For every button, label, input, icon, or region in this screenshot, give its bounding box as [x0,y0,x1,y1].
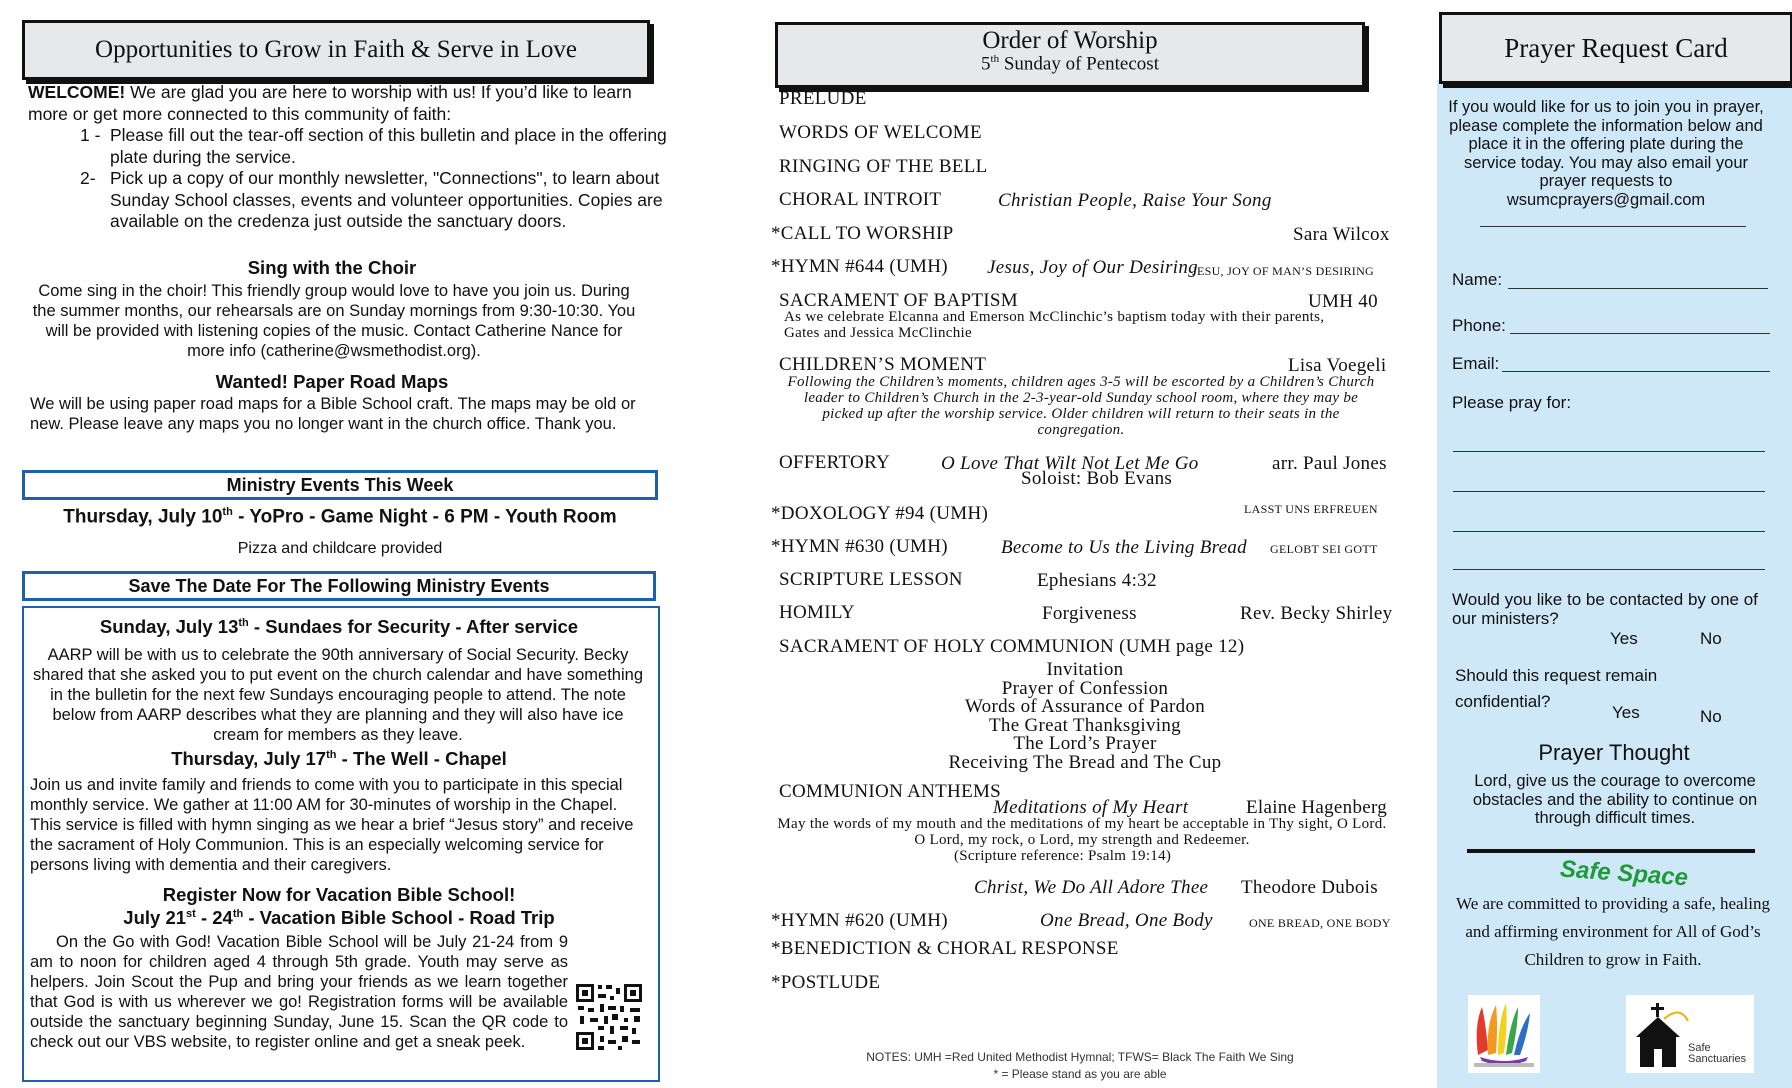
week-event-note: Pizza and childcare provided [237,540,443,557]
name-label: Name: [1452,270,1503,289]
week-event: Thursday, July 10th - YoPro - Game Night - 6 PM - Youth Room [63,506,617,528]
item-scripture: SCRIPTURE LESSON [779,569,963,590]
rainbow-hands-icon [1468,995,1540,1073]
confidential-question: Should this request remain confidential? [1455,666,1658,711]
event-2-text: Join us and invite family and friends to come with you to participate in this special monthly service. We gather at 11:00 AM for 30-minutes of worship in the Chapel. This service is filled with hymn singing as we hear a brief “Jesus story” and receive the sacrament of Holy Communion. This is an especially welcoming service for persons living with dementia and their caregivers. [30,776,634,874]
pray-line[interactable] [1453,451,1765,452]
scripture-ref: Ephesians 4:32 [1037,570,1157,591]
communion-part: The Great Thanksgiving [989,714,1181,736]
communion-part: Prayer of Confession [1001,677,1169,699]
item-baptism: SACRAMENT OF BAPTISM [779,290,1018,311]
item-bell: RINGING OF THE BELL [779,156,988,177]
contact-yes[interactable]: Yes [1610,629,1638,648]
confidential-no[interactable]: No [1700,707,1722,726]
phone-label: Phone: [1452,316,1506,335]
item-welcome: WORDS OF WELCOME [779,122,982,143]
save-heading: Save The Date For The Following Ministry Events [128,576,550,596]
prayer-card-title: Prayer Request Card [1504,33,1728,63]
item-doxology: *DOXOLOGY #94 (UMH) [771,503,989,524]
item-hymn620: *HYMN #620 (UMH) [771,910,948,931]
children-leader: Lisa Voegeli [1288,355,1387,376]
communion-part: Invitation [1046,659,1124,680]
email-field[interactable] [1502,371,1770,372]
item-call: *CALL TO WORSHIP [771,223,954,244]
hymnal-notes: NOTES: UMH =Red United Methodist Hymnal; TFWS= Black The Faith We Sing [866,1050,1294,1064]
pray-line[interactable] [1453,569,1765,570]
worship-title-box [775,22,1365,88]
prayer-thought-text: Lord, give us the courage to overcome obstacles and the ability to continue on through difficult times. [1472,772,1758,827]
choir-heading: Sing with the Choir [247,257,417,278]
left-page-title: Opportunities to Grow in Faith & Serve in Love [95,36,577,63]
qr-code[interactable] [574,982,644,1052]
item-hymn630: *HYMN #630 (UMH) [771,536,948,557]
welcome-block: WELCOME! We are glad you are here to worship with us! If you’d like to learn more or get more connected to this community of faith: 1 - Please fill out the tear-off section of this bulletin and place in the offering plate during the service. 2- Pick up a copy of our monthly newsletter, "Connections", to learn about Sunday School classes, events and volunteer opportunities. Copies are available on the credenza just outside the sanctuary doors. [28,82,667,231]
email-label: Email: [1452,354,1500,373]
hymn644-title: Jesus, Joy of Our Desiring [987,257,1198,278]
week-heading-bar [22,470,658,500]
hymn630-tune: GELOBT SEI GOTT [1270,542,1378,556]
name-field[interactable] [1508,288,1768,289]
event-3-heading: Register Now for Vacation Bible School! [162,884,516,905]
communion-part: The Lord’s Prayer [1013,733,1157,754]
introit-title: Christian People, Raise Your Song [998,190,1272,211]
confidential-yes[interactable]: Yes [1612,703,1640,722]
hymn620-title: One Bread, One Body [1040,910,1213,931]
reconciling-logo [1468,995,1540,1073]
save-heading-bar [22,571,656,601]
stand-note: * = Please stand as you are able [993,1067,1167,1081]
hymn630-title: Become to Us the Living Bread [1001,537,1247,558]
welcome-item-2: Pick up a copy of our monthly newsletter, "Connections", to learn about Sunday School classes, events and volunteer opportunities. Copies are available on the credenza just outside the sanctuary doors. [110,168,663,231]
prayer-thought-heading: Prayer Thought [1538,740,1690,765]
contact-question: Would you like to be contacted by one of our ministers? [1452,590,1758,628]
item-communion: SACRAMENT OF HOLY COMMUNION (UMH page 12) [779,636,1245,657]
worship-title: Order of Worship [982,27,1158,54]
item-postlude: *POSTLUDE [771,972,881,993]
offertory-title: O Love That Wilt Not Let Me Go [941,453,1199,474]
offertory-soloist: Soloist: Bob Evans [1021,468,1173,489]
safe-space-heading: Safe Space [1559,855,1689,892]
left-title-box [22,20,650,80]
welcome-lead: WELCOME! [28,82,126,102]
event-1-text: AARP will be with us to celebrate the 90th anniversary of Social Security. Becky shared that she asked you to put event on the church calendar and have something in the bulletin for the next few Sundays encouraging people to attend. The note below from AARP describes what they are planning and they will also have ice cream for members as they leave. [33,646,643,744]
item-benediction: *BENEDICTION & CHORAL RESPONSE [771,938,1119,959]
offertory-arr: arr. Paul Jones [1272,453,1387,474]
prayer-title-box [1439,12,1792,84]
pray-label: Please pray for: [1452,393,1572,412]
safe-space-text: We are committed to providing a safe, healing and affirming environment for All of God’s Children to grow in Faith. [1456,894,1770,969]
hymn620-tune: ONE BREAD, ONE BODY [1249,916,1391,930]
event-3-text: On the Go with God! Vacation Bible School will be July 21-24 from 9 am to noon for children aged 4 through 5th grade. Youth may serve as helpers. Join Scout the Pup and bring your friends as we learn together that God is with us wherever we go! Registration forms will be available outside the sanctuary beginning Sunday, June 15. Scan the QR code to check out our VBS website, to register online and get a sneak peek. [30,933,568,1051]
baptism-ref: UMH 40 [1308,291,1378,312]
communion-part: Receiving The Bread and The Cup [948,751,1222,773]
event-1-heading: Sunday, July 13th - Sundaes for Security - After service [99,616,579,637]
safe-sanctuaries-label: Safe Sanctuaries [1688,1042,1747,1065]
doxology-tune: LASST UNS ERFREUEN [1244,502,1378,516]
homily-title: Forgiveness [1042,603,1137,624]
anthem1-ref: (Scripture reference: Psalm 19:14) [954,848,1172,864]
safe-sanctuaries-logo [1626,995,1754,1073]
choir-text: Come sing in the choir! This friendly group would love to have you join us. During the summer months, our rehearsals are on Sunday mornings from 9:30-10:30. You will be provided with listening copies of the music. Contact Catherine Nance for more info (catherine@wsmethodist.org). [32,282,636,360]
anthem1-title: Meditations of My Heart [993,797,1189,818]
event-2-heading: Thursday, July 17th - The Well - Chapel [171,748,507,769]
anthem2-composer: Theodore Dubois [1241,877,1378,898]
item-hymn644: *HYMN #644 (UMH) [771,256,948,277]
maps-text: We will be using paper road maps for a Bible School craft. The maps may be old or new. Please leave any maps you no longer want in the church office. Thank you. [30,395,636,433]
homily-preacher: Rev. Becky Shirley [1240,603,1393,624]
hymn644-tune: JESU, JOY OF MAN’S DESIRING [1192,264,1375,278]
event-3-dates: July 21st - 24th - Vacation Bible School - Road Trip [123,907,555,928]
baptism-note: As we celebrate Elcanna and Emerson McClinchic’s baptism today with their parents, Gates and Jessica McClinchie [784,309,1325,341]
item-anthems: COMMUNION ANTHEMS [779,781,1002,802]
pray-line[interactable] [1453,491,1765,492]
week-heading: Ministry Events This Week [226,475,454,495]
anthem1-text: May the words of my mouth and the meditations of my heart be acceptable in Thy sight, O Lord. O Lord, my rock, o Lord, my strength and Redeemer. [777,816,1387,848]
welcome-text: We are glad you are here to worship with us! If you’d like to learn more or get more connected to this community of faith: [28,82,632,124]
pray-line[interactable] [1453,531,1765,532]
item-offertory: OFFERTORY [779,452,891,473]
maps-heading: Wanted! Paper Road Maps [215,371,449,392]
contact-no[interactable]: No [1700,629,1722,648]
item-children: CHILDREN’S MOMENT [779,354,987,375]
church-icon [1630,1001,1690,1069]
item-introit: CHORAL INTROIT [779,189,942,210]
item-prelude: PRELUDE [779,88,867,109]
anthem1-composer: Elaine Hagenberg [1246,797,1388,818]
thought-divider [1467,849,1755,853]
call-leader: Sara Wilcox [1293,224,1390,245]
item-homily: HOMILY [779,602,855,623]
communion-part: Words of Assurance of Pardon [964,696,1206,717]
welcome-item-1: Please fill out the tear-off section of this bulletin and place in the offering plate during the service. [110,125,667,167]
prayer-intro: If you would like for us to join you in prayer, please complete the information below and place it in the offering plate during the service today. You may also email your prayer requests to wsumcprayers@gmail.com [1448,98,1764,209]
anthem2-title: Christ, We Do All Adore Thee [974,877,1209,898]
worship-subtitle: 5th Sunday of Pentecost [981,53,1159,75]
intro-rule [1480,226,1746,227]
phone-field[interactable] [1510,333,1770,334]
communion-parts [880,661,1290,772]
children-note: Following the Children’s moments, children ages 3-5 will be escorted by a Children’s Church leader to Children’s Church in the 2-3-year-old Sunday school room, where they may be picked up after the worship service. Older children will return to their seats in the congregation. [787,374,1375,438]
